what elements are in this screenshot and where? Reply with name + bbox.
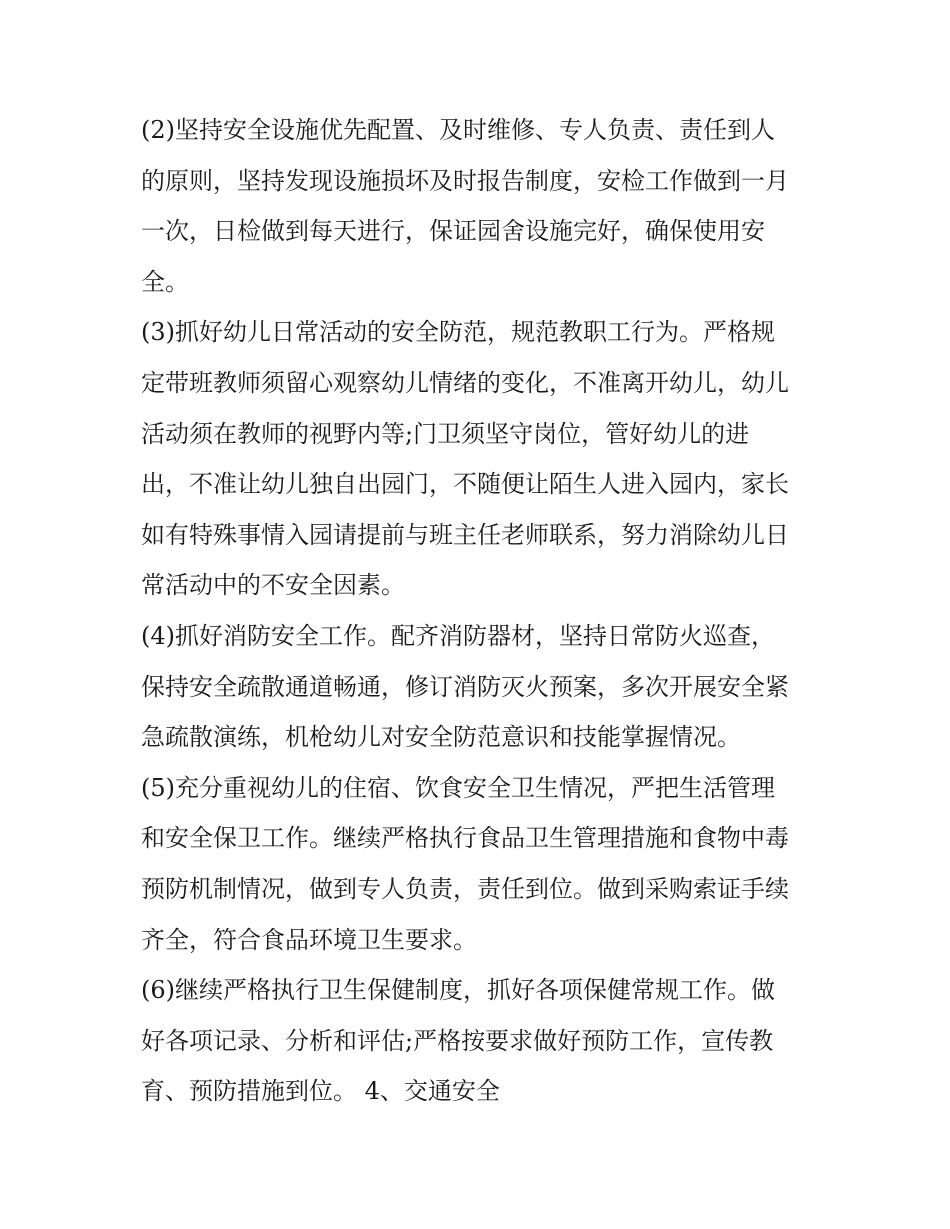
document-body <box>141 105 821 1117</box>
text-line-12: 保持安全疏散通道畅通，修订消防灭火预案，多次开展安全紧 <box>141 672 789 701</box>
text-line-8: 出，不准让幼儿独自出园门，不随便让陌生人进入园内，家长 <box>141 470 789 499</box>
text-line-20: 育、预防措施到位。 4、交通安全 <box>141 1077 500 1106</box>
text-line-5: (3)抓好幼儿日常活动的安全防范，规范教职工行为。严格规 <box>141 318 775 347</box>
text-line-6: 定带班教师须留心观察幼儿情绪的变化，不准离开幼儿，幼儿 <box>141 368 789 397</box>
text-line-10: 常活动中的不安全因素。 <box>141 571 405 600</box>
text-line-4: 全。 <box>141 267 189 296</box>
text-line-19: 好各项记录、分析和评估;严格按要求做好预防工作，宣传教 <box>141 1026 774 1055</box>
text-line-2: 的原则，坚持发现设施损坏及时报告制度，安检工作做到一月 <box>141 166 789 195</box>
text-line-11: (4)抓好消防安全工作。配齐消防器材，坚持日常防火巡查， <box>141 621 775 650</box>
text-line-7: 活动须在教师的视野内等;门卫须坚守岗位，管好幼儿的进 <box>141 419 750 448</box>
text-line-15: 和安全保卫工作。继续严格执行食品卫生管理措施和食物中毒 <box>141 824 789 853</box>
text-line-14: (5)充分重视幼儿的住宿、饮食安全卫生情况，严把生活管理 <box>141 773 775 802</box>
text-line-13: 急疏散演练，机枪幼儿对安全防范意识和技能掌握情况。 <box>141 723 741 752</box>
text-line-3: 一次，日检做到每天进行，保证园舍设施完好，确保使用安 <box>141 217 765 246</box>
text-line-18: (6)继续严格执行卫生保健制度，抓好各项保健常规工作。做 <box>141 976 775 1005</box>
text-line-16: 预防机制情况，做到专人负责，责任到位。做到采购索证手续 <box>141 874 789 903</box>
text-line-1: (2)坚持安全设施优先配置、及时维修、专人负责、责任到人 <box>141 116 775 144</box>
text-line-9: 如有特殊事情入园请提前与班主任老师联系，努力消除幼儿日 <box>141 520 789 549</box>
text-line-17: 齐全，符合食品环境卫生要求。 <box>141 925 477 954</box>
